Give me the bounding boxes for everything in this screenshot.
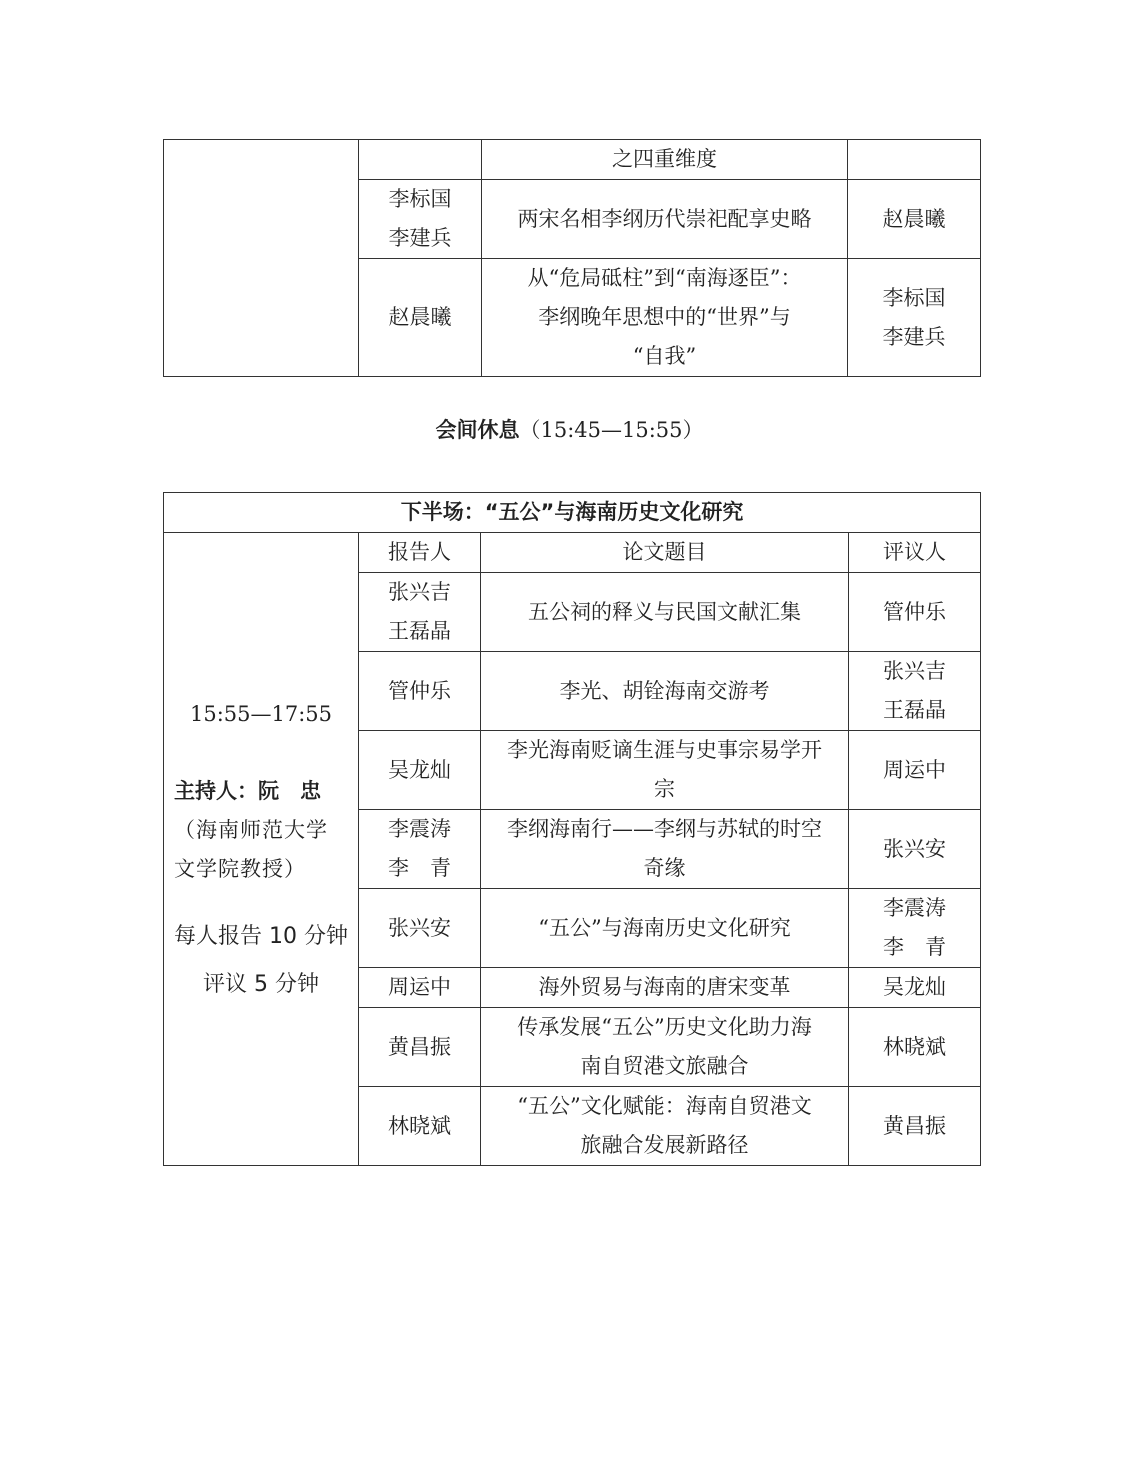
column-header-row	[164, 533, 981, 573]
reviewer-cell	[848, 140, 981, 180]
reporter-cell: 周运中	[359, 968, 481, 1008]
title-cell: 李光海南贬谪生涯与史事宗易学开 宗	[481, 731, 849, 810]
title-cell: 传承发展“五公”历史文化助力海 南自贸港文旅融合	[481, 1008, 849, 1087]
title-cell: 从“危局砥柱”到“南海逐臣”： 李纲晚年思想中的“世界”与 “自我”	[482, 259, 848, 377]
host-affiliation: （海南师范大学	[174, 818, 328, 842]
session-header: 下半场：“五公”与海南历史文化研究	[164, 493, 981, 533]
title-cell: 海外贸易与海南的唐宋变革	[481, 968, 849, 1008]
reviewer-cell: 管仲乐	[849, 573, 981, 652]
reviewer-cell: 张兴吉 王磊晶	[849, 652, 981, 731]
title-cell: 李光、胡铨海南交游考	[481, 652, 849, 731]
reporter-cell: 吴龙灿	[359, 731, 481, 810]
reviewer-cell: 林晓斌	[849, 1008, 981, 1087]
side-cell-empty	[164, 140, 359, 377]
column-header-title: 论文题目	[481, 533, 849, 573]
title-cell: 两宋名相李纲历代崇祀配享史略	[482, 180, 848, 259]
review-rule: 评议 5 分钟	[203, 972, 319, 997]
report-rule: 每人报告 10 分钟	[174, 924, 348, 949]
reporter-cell: 赵晨曦	[359, 259, 482, 377]
break-time: （15:45—15:55）	[519, 418, 704, 442]
reporter-cell: 林晓斌	[359, 1087, 481, 1166]
reviewer-cell: 周运中	[849, 731, 981, 810]
host-affiliation: 文学院教授）	[174, 857, 306, 881]
reviewer-cell: 张兴安	[849, 810, 981, 889]
table-header-row	[164, 493, 981, 533]
column-header-reporter: 报告人	[359, 533, 481, 573]
reviewer-cell: 黄昌振	[849, 1087, 981, 1166]
title-cell: 李纲海南行——李纲与苏轼的时空 奇缘	[481, 810, 849, 889]
reviewer-cell: 李标国 李建兵	[848, 259, 981, 377]
session-info-cell	[164, 533, 359, 1166]
title-cell: 之四重维度	[482, 140, 848, 180]
reporter-cell: 李震涛 李 青	[359, 810, 481, 889]
reviewer-cell: 赵晨曦	[848, 180, 981, 259]
session-time: 15:55—17:55	[189, 702, 333, 726]
reviewer-cell: 吴龙灿	[849, 968, 981, 1008]
title-cell: 五公祠的释义与民国文献汇集	[481, 573, 849, 652]
title-cell: “五公”文化赋能：海南自贸港文 旅融合发展新路径	[481, 1087, 849, 1166]
break-notice	[0, 412, 1139, 448]
session-table-second-half	[163, 492, 981, 1166]
session-table-continued	[163, 139, 981, 377]
reporter-cell: 张兴安	[359, 889, 481, 968]
table-row	[164, 140, 981, 180]
reporter-cell: 李标国 李建兵	[359, 180, 482, 259]
break-label: 会间休息	[435, 418, 520, 442]
host-label: 主持人：阮 忠	[174, 779, 321, 803]
reporter-cell: 管仲乐	[359, 652, 481, 731]
reporter-cell	[359, 140, 482, 180]
reviewer-cell: 李震涛 李 青	[849, 889, 981, 968]
column-header-reviewer: 评议人	[849, 533, 981, 573]
title-cell: “五公”与海南历史文化研究	[481, 889, 849, 968]
reporter-cell: 张兴吉 王磊晶	[359, 573, 481, 652]
reporter-cell: 黄昌振	[359, 1008, 481, 1087]
